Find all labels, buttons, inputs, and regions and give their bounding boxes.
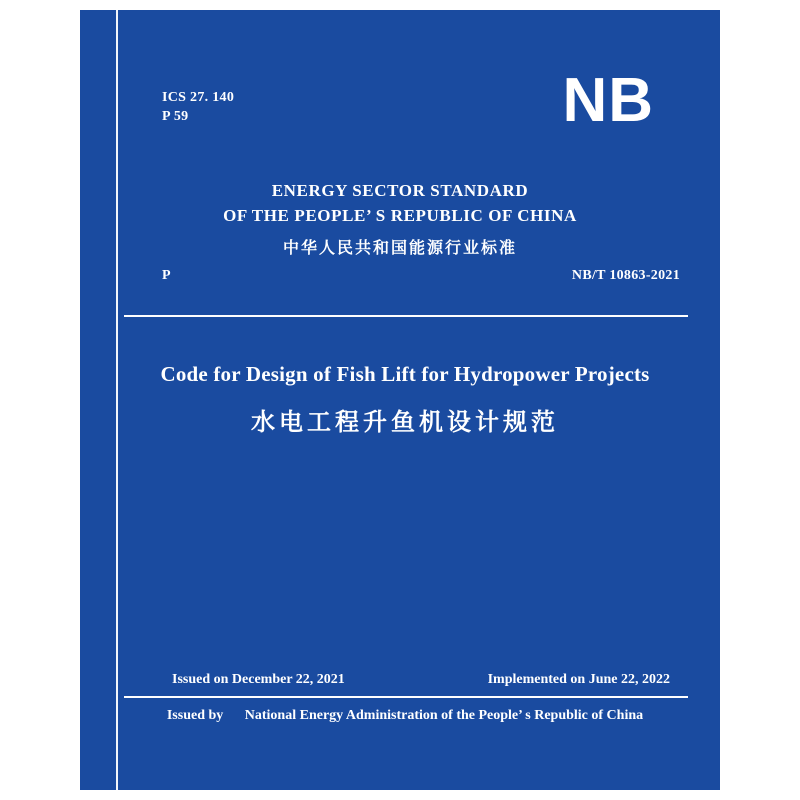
document-title-cn: 水电工程升鱼机设计规范 (251, 408, 559, 436)
issued-by-label: Issued by (166, 708, 224, 723)
divider-top (124, 315, 688, 317)
standard-line-en-2: OF THE PEOPLE’ S REPUBLIC OF CHINA (223, 206, 577, 225)
implemented-date: Implemented on June 22, 2022 (487, 672, 670, 687)
nb-logo: NB (562, 66, 654, 135)
dates-row (172, 672, 670, 688)
standard-cover (80, 10, 720, 790)
issued-by-organization: National Energy Administration of the People’ s Republic of China (244, 708, 644, 723)
spine-rule (116, 10, 118, 790)
issued-date: Issued on December 22, 2021 (172, 672, 345, 687)
ics-block (162, 88, 234, 126)
issued-by-row (120, 708, 690, 724)
category-letter: P (162, 268, 171, 283)
issuing-authority-block (80, 178, 720, 258)
divider-bottom (124, 696, 688, 698)
code-row (162, 268, 680, 284)
ics-number: ICS 27. 140 (162, 90, 235, 105)
standard-number: NB/T 10863-2021 (571, 268, 680, 283)
standard-line-en-1: ENERGY SECTOR STANDARD (271, 181, 529, 200)
classification-code: P 59 (162, 109, 189, 124)
standard-line-cn: 中华人民共和国能源行业标准 (282, 238, 517, 257)
document-title-en: Code for Design of Fish Lift for Hydropower Projects (160, 362, 650, 386)
